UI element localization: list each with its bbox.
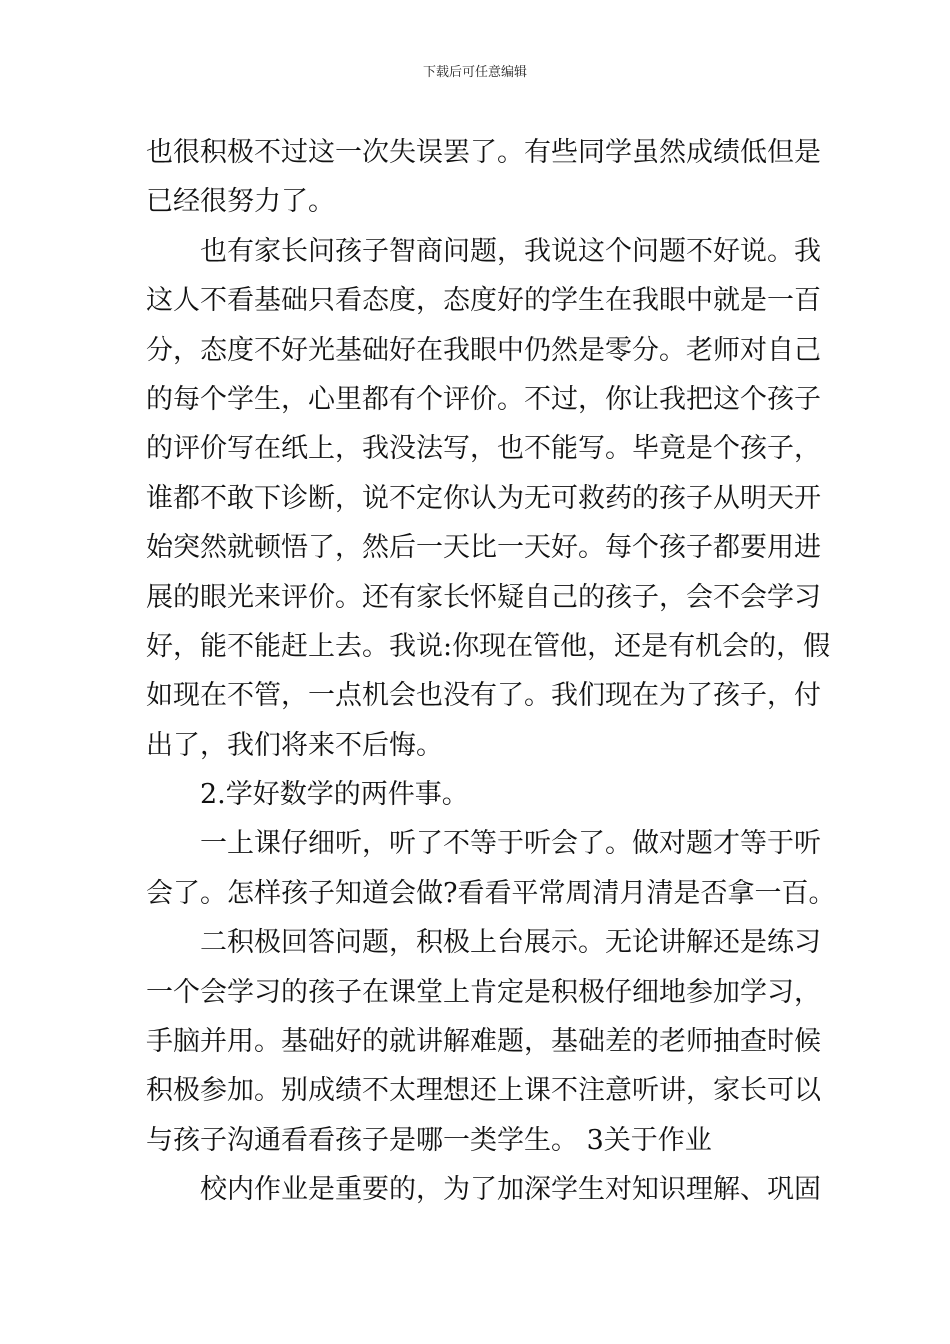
text-line: 的每个学生，心里都有个评价。不过，你让我把这个孩子 [146, 383, 821, 415]
text-line: 一上课仔细听，听了不等于听会了。做对题才等于听 [200, 828, 821, 860]
text-line: 积极参加。别成绩不太理想还上课不注意听讲，家长可以 [146, 1075, 821, 1107]
page-header: 下载后可任意编辑 [422, 65, 527, 80]
text-line: 谁都不敢下诊断，说不定你认为无可救药的孩子从明天开 [146, 482, 821, 514]
text-line: 如现在不管，一点机会也没有了。我们现在为了孩子，付 [146, 680, 821, 712]
text-line: 二积极回答问题，积极上台展示。无论讲解还是练习 [200, 927, 821, 959]
text-line: 与孩子沟通看看孩子是哪一类学生。 3关于作业 [146, 1124, 712, 1156]
text-line: 始突然就顿悟了，然后一天比一天好。每个孩子都要用进 [146, 532, 821, 564]
text-line: 2.学好数学的两件事。 [200, 779, 469, 811]
text-line: 手脑并用。基础好的就讲解难题，基础差的老师抽查时候 [146, 1026, 821, 1058]
text-line: 已经很努力了。 [146, 186, 335, 218]
text-line: 会了。怎样孩子知道会做?看看平常周清月清是否拿一百。 [146, 877, 836, 909]
text-line: 出了，我们将来不后悔。 [146, 729, 443, 761]
text-line: 分，态度不好光基础好在我眼中仍然是零分。老师对自己 [146, 334, 821, 366]
text-line: 展的眼光来评价。还有家长怀疑自己的孩子，会不会学习 [146, 581, 821, 613]
text-line: 好，能不能赶上去。我说:你现在管他，还是有机会的，假 [146, 630, 831, 662]
text-line: 校内作业是重要的，为了加深学生对知识理解、巩固 [200, 1174, 821, 1206]
text-line: 这人不看基础只看态度，态度好的学生在我眼中就是一百 [146, 285, 821, 317]
text-line: 一个会学习的孩子在课堂上肯定是积极仔细地参加学习， [146, 976, 821, 1008]
text-line: 的评价写在纸上，我没法写，也不能写。毕竟是个孩子， [146, 433, 821, 465]
text-line: 也有家长问孩子智商问题，我说这个问题不好说。我 [200, 235, 821, 267]
document-body [146, 128, 836, 1215]
text-line: 也很积极不过这一次失误罢了。有些同学虽然成绩低但是 [146, 137, 821, 168]
